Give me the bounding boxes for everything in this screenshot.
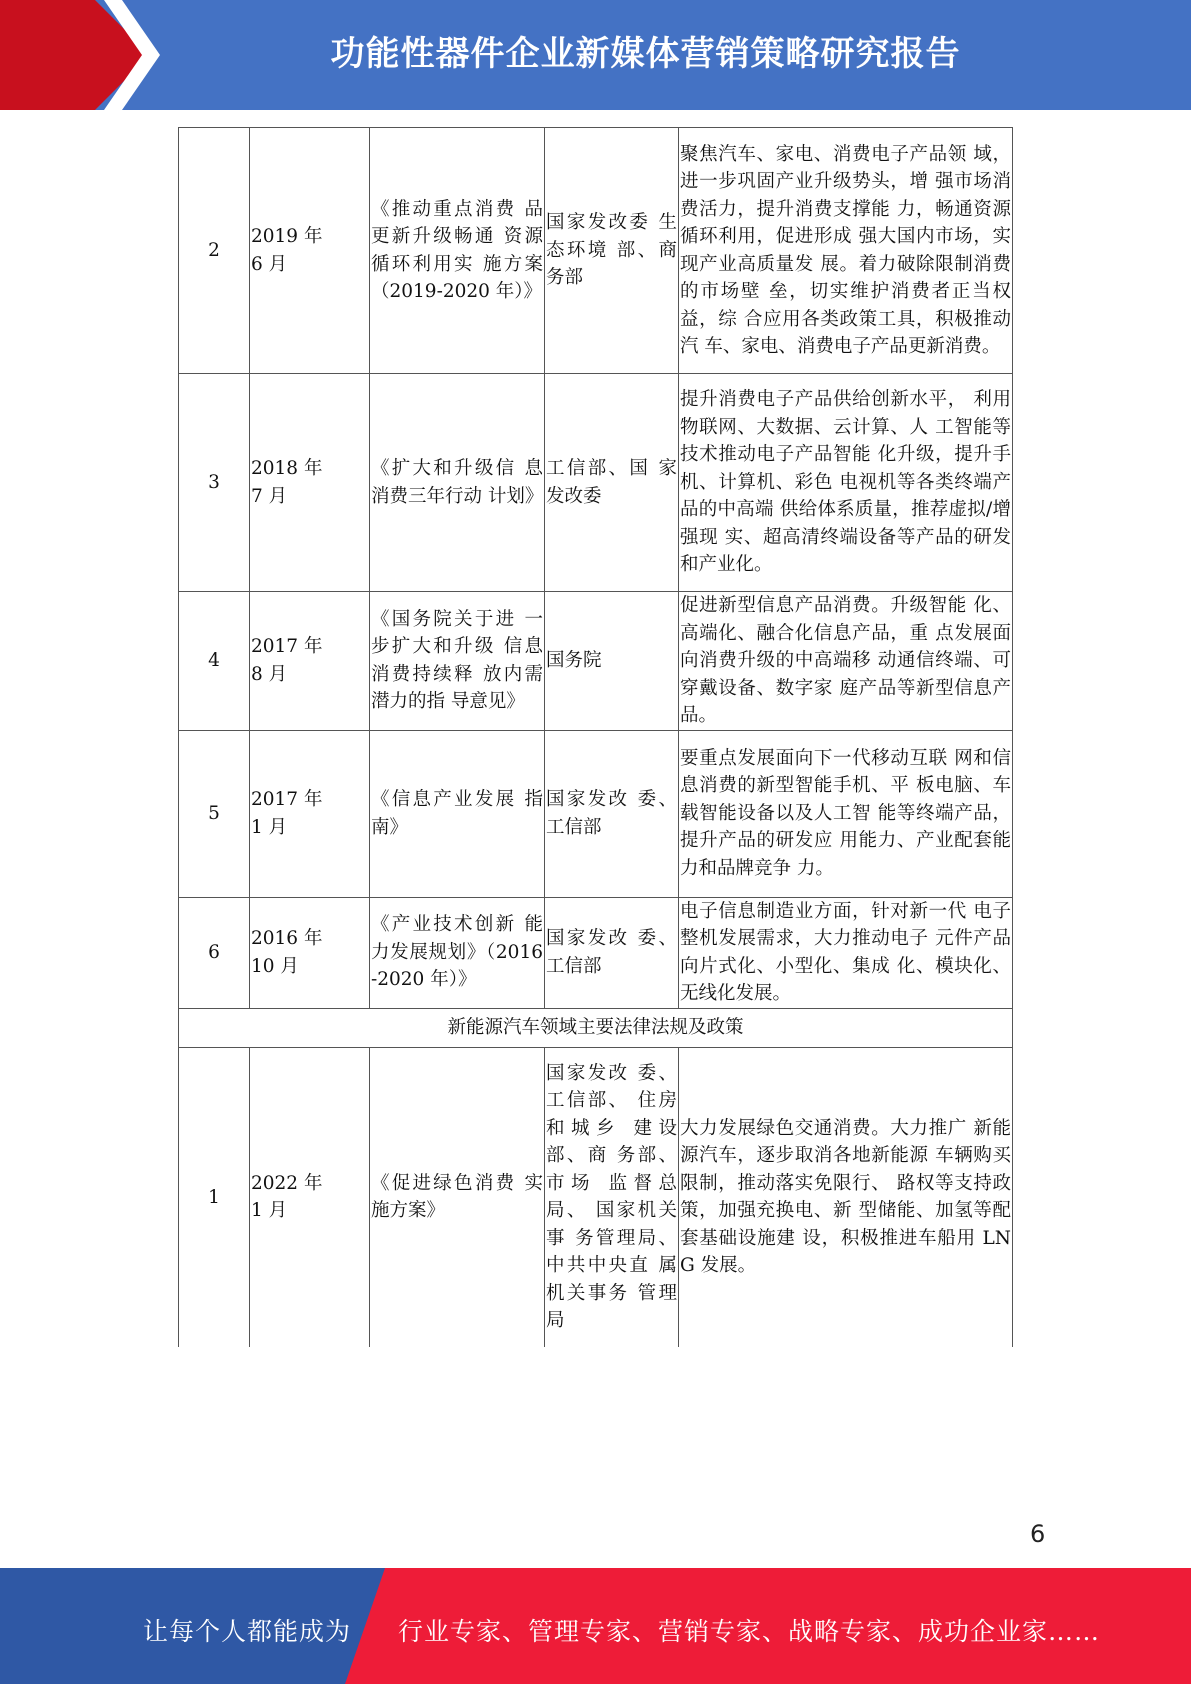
release-date	[250, 897, 370, 1008]
row-number: 6	[179, 897, 250, 1008]
policy-name: 《推动重点消费 品更新升级畅通 资源循环利用实 施方案（2019-2020 年）》	[370, 128, 545, 374]
policy-content: 提升消费电子产品供给创新水平， 利用物联网、大数据、云计算、人 工智能等技术推动电子产品智能 化升级，提升手机、计算机、彩色 电视机等各类终端产品的中高端 供给体系质量，推荐虚拟/增强现 实、超高清终端设备等产品的研发 和产业化。	[679, 374, 1013, 592]
date-month: 8 月	[251, 663, 288, 685]
page-number: 6	[1030, 1520, 1046, 1548]
issuing-department: 国家发改 委、工信部	[545, 897, 679, 1008]
issuing-department: 国务院	[545, 592, 679, 731]
footer-slogan-left: 让每个人都能成为	[143, 1617, 352, 1646]
date-month: 1 月	[251, 816, 288, 838]
row-number: 3	[179, 374, 250, 592]
table-row	[179, 1047, 1013, 1347]
section-header-row	[179, 1008, 1013, 1047]
issuing-department: 国家发改 委、工信部、 住房和城乡 建设部、商 务部、市场 监督总局、 国家机关事 务管理局、中共中央直 属机关事务 管理局	[545, 1047, 679, 1347]
row-number: 5	[179, 730, 250, 897]
date-month: 6 月	[251, 253, 288, 275]
issuing-department: 工信部、国 家发改委	[545, 374, 679, 592]
table-row	[179, 128, 1013, 374]
policy-content: 电子信息制造业方面，针对新一代 电子整机发展需求，大力推动电子 元件产品向片式化、小型化、集成 化、模块化、无线化发展。	[679, 897, 1013, 1008]
date-year: 2022 年	[251, 1172, 323, 1194]
row-number: 1	[179, 1047, 250, 1347]
release-date	[250, 592, 370, 731]
date-year: 2017 年	[251, 789, 323, 810]
policy-content: 聚焦汽车、家电、消费电子产品领 域，进一步巩固产业升级势头，增 强市场消费活力，提升消费支撑能 力，畅通资源循环利用，促进形成 强大国内市场，实现产业高质量发 展。着力破除限制消费的市场壁 垒，切实维护消费者正当权益，综 合应用各类政策工具，积极推动汽 车、家电、消费电子产品更新消费。	[679, 128, 1013, 374]
release-date	[250, 374, 370, 592]
report-title: 功能性器件企业新媒体营销策略研究报告	[330, 34, 961, 74]
date-year: 2017 年	[251, 636, 323, 658]
policy-name: 《信息产业发展 指南》	[370, 730, 545, 897]
table-row	[179, 592, 1013, 731]
row-number: 4	[179, 592, 250, 731]
table-row	[179, 730, 1013, 897]
section-title: 新能源汽车领域主要法律法规及政策	[179, 1008, 1013, 1047]
page-header	[0, 0, 1191, 110]
table-row	[179, 374, 1013, 592]
issuing-department: 国家发改委 生态环境 部、商务部	[545, 128, 679, 374]
table-row	[179, 897, 1013, 1008]
policy-table-container	[178, 127, 1012, 1347]
release-date	[250, 128, 370, 374]
row-number: 2	[179, 128, 250, 374]
footer-slogan-right: 行业专家、管理专家、营销专家、战略专家、成功企业家……	[398, 1617, 1101, 1646]
date-month: 1 月	[251, 1200, 288, 1222]
page-footer	[0, 1568, 1191, 1684]
release-date	[250, 1047, 370, 1347]
date-year: 2018 年	[251, 458, 323, 479]
release-date	[250, 730, 370, 897]
issuing-department: 国家发改 委、工信部	[545, 730, 679, 897]
date-month: 7 月	[251, 485, 288, 507]
date-month: 10 月	[251, 955, 299, 977]
policy-name: 《国务院关于进 一步扩大和升级 信息消费持续释 放内需潜力的指 导意见》	[370, 592, 545, 731]
policy-name: 《促进绿色消费 实施方案》	[370, 1047, 545, 1347]
policy-content: 要重点发展面向下一代移动互联 网和信息消费的新型智能手机、平 板电脑、车载智能设备以及人工智 能等终端产品，提升产品的研发应 用能力、产业配套能力和品牌竞争 力。	[679, 730, 1013, 897]
policy-content: 促进新型信息产品消费。升级智能 化、高端化、融合化信息产品，重 点发展面向消费升级的中高端移 动通信终端、可穿戴设备、数字家 庭产品等新型信息产品。	[679, 592, 1013, 731]
policy-content: 大力发展绿色交通消费。大力推广 新能源汽车，逐步取消各地新能源 车辆购买限制，推动落实免限行、 路权等支持政策，加强充换电、新 型储能、加氢等配套基础设施建 设，积极推进车船用 LNG 发展。	[679, 1047, 1013, 1347]
date-year: 2016 年	[251, 928, 323, 949]
date-year: 2019 年	[251, 226, 323, 247]
policy-name: 《扩大和升级信 息消费三年行动 计划》	[370, 374, 545, 592]
policy-table	[178, 127, 1013, 1347]
policy-name: 《产业技术创新 能力发展规划》（2016-2020 年）》	[370, 897, 545, 1008]
